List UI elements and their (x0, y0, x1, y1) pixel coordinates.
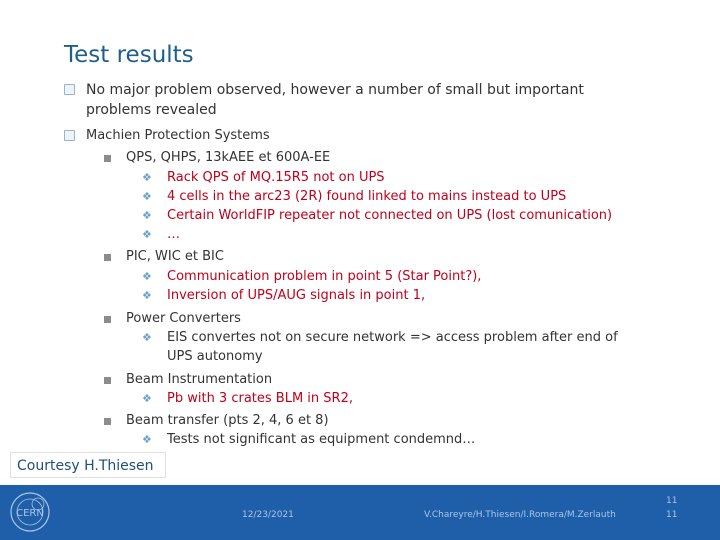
bullet-text: No major problem observed, however a number of small but important (86, 82, 584, 98)
page-number: 11 (666, 510, 678, 520)
cern-logo-icon (8, 491, 52, 533)
qps-item: Certain WorldFIP repeater not connected on UPS (lost comunication) (167, 208, 613, 223)
pic-item: Communication problem in point 5 (Star Point?), (167, 269, 482, 284)
subbullet-qps: QPS, QHPS, 13kAEE et 600A-EE (126, 150, 331, 165)
diamond-bullet-icon: ❖ (142, 331, 152, 344)
pc-item: EIS convertes not on secure network => access problem after end of (167, 330, 618, 345)
courtesy-label: Courtesy H.Thiesen (10, 452, 166, 478)
qps-item: … (167, 227, 180, 242)
checkbox-bullet-icon (64, 130, 75, 141)
diamond-bullet-icon: ❖ (142, 190, 152, 203)
bt-item: Tests not significant as equipment condemnd… (167, 432, 476, 447)
square-bullet-icon (104, 377, 111, 384)
square-bullet-icon (104, 316, 111, 323)
square-bullet-icon (104, 254, 111, 261)
bullet-text-continued: problems revealed (86, 102, 217, 118)
diamond-bullet-icon: ❖ (142, 171, 152, 184)
bullet-text: Machien Protection Systems (86, 128, 270, 143)
bi-item: Pb with 3 crates BLM in SR2, (167, 391, 353, 406)
diamond-bullet-icon: ❖ (142, 228, 152, 241)
checkbox-bullet-icon (64, 84, 75, 95)
square-bullet-icon (104, 418, 111, 425)
square-bullet-icon (104, 155, 111, 162)
diamond-bullet-icon: ❖ (142, 392, 152, 405)
logo-text: CERN (16, 508, 44, 519)
footer-authors: V.Chareyre/H.Thiesen/I.Romera/M.Zerlauth (424, 510, 616, 520)
diamond-bullet-icon: ❖ (142, 289, 152, 302)
diamond-bullet-icon: ❖ (142, 270, 152, 283)
subbullet-power-converters: Power Converters (126, 311, 241, 326)
qps-item: 4 cells in the arc23 (2R) found linked to mains instead to UPS (167, 189, 567, 204)
page-number-top: 11 (666, 496, 678, 506)
slide-title: Test results (64, 42, 194, 68)
subbullet-beam-transfer: Beam transfer (pts 2, 4, 6 et 8) (126, 413, 329, 428)
footer-date: 12/23/2021 (242, 510, 294, 520)
subbullet-pic: PIC, WIC et BIC (126, 249, 224, 264)
subbullet-beam-instrumentation: Beam Instrumentation (126, 372, 273, 387)
diamond-bullet-icon: ❖ (142, 209, 152, 222)
pc-item-continued: UPS autonomy (167, 349, 263, 364)
qps-item: Rack QPS of MQ.15R5 not on UPS (167, 170, 385, 185)
diamond-bullet-icon: ❖ (142, 433, 152, 446)
pic-item: Inversion of UPS/AUG signals in point 1, (167, 288, 426, 303)
